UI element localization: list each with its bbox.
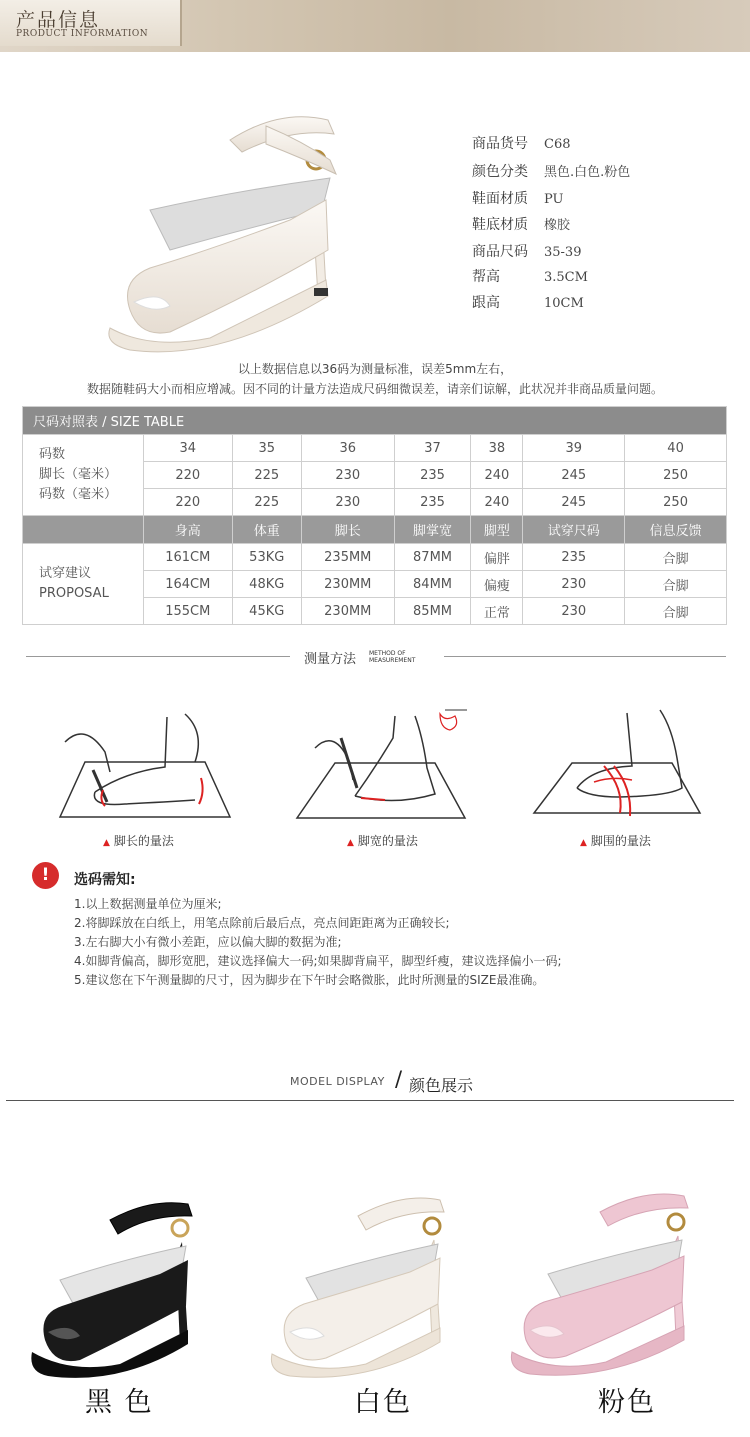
table-header: 试穿尺码	[523, 516, 625, 544]
measure-title-en-2: MEASUREMENT	[369, 657, 416, 664]
table-cell: 235	[394, 489, 471, 516]
table-cell: 87MM	[394, 544, 471, 571]
notice-item: 5.建议您在下午测量脚的尺寸，因为脚步在下午时会略微胀，此时所测量的SIZE最准确。	[74, 973, 545, 987]
color-label-black: 黑 色	[85, 1387, 154, 1418]
table-header: 脚型	[471, 516, 523, 544]
notice-item: 3.左右脚大小有微小差距，应以偏大脚的数据为准;	[74, 935, 342, 949]
size-table-caption: 尺码对照表 / SIZE TABLE	[23, 407, 727, 435]
notice-title: 选码需知:	[74, 872, 136, 888]
triangle-icon: ▲	[580, 838, 587, 848]
table-cell: 36	[301, 435, 394, 462]
table-cell: 37	[394, 435, 471, 462]
triangle-icon: ▲	[347, 838, 354, 848]
black-sandal-image	[20, 1190, 240, 1380]
table-cell: 35	[232, 435, 301, 462]
table-cell: 245	[523, 489, 625, 516]
table-cell: 230MM	[301, 598, 394, 625]
table-cell: 220	[144, 489, 233, 516]
hero-sandal-image	[90, 100, 410, 360]
notice-item: 2.将脚踩放在白纸上，用笔点除前后最后点，亮点间距距离为正确较长;	[74, 916, 450, 930]
size-table	[22, 406, 727, 625]
info-row-heel: 跟高 10CM	[472, 295, 584, 311]
note-line-2: 数据随鞋码大小而相应增减。因不同的计量方法造成尺码细微误差，请亲们谅解，此状况并非商品质量问题。	[86, 382, 663, 396]
caption-foot-width: ▲ 脚宽的量法	[347, 834, 418, 848]
size-row-labels: 码数 脚长（毫米） 码数（毫米）	[23, 435, 144, 516]
foot-width-illustration	[295, 708, 475, 823]
model-display-en: MODEL DISPLAY	[290, 1075, 385, 1088]
info-row-color: 颜色分类 黑色.白色.粉色	[472, 164, 631, 180]
table-cell: 偏瘦	[471, 571, 523, 598]
white-sandal-image	[262, 1186, 482, 1380]
info-row-sole: 鞋底材质 橡胶	[472, 217, 571, 233]
table-cell: 240	[471, 462, 523, 489]
table-cell: 245	[523, 462, 625, 489]
table-cell: 偏胖	[471, 544, 523, 571]
table-cell: 230	[301, 489, 394, 516]
page-subtitle: PRODUCT INFORMATION	[16, 29, 149, 39]
table-cell: 155CM	[144, 598, 233, 625]
table-cell: 39	[523, 435, 625, 462]
proposal-label: 试穿建议 PROPOSAL	[23, 544, 144, 625]
table-cell: 250	[625, 462, 727, 489]
info-row-upper: 鞋面材质 PU	[472, 191, 564, 207]
table-header: 信息反馈	[625, 516, 727, 544]
table-cell: 235	[523, 544, 625, 571]
caption-foot-length: ▲ 脚长的量法	[103, 834, 174, 848]
table-cell: 合脚	[625, 598, 727, 625]
table-cell: 230MM	[301, 571, 394, 598]
color-label-white: 白色	[354, 1387, 412, 1418]
model-display-slash: /	[395, 1067, 403, 1091]
pink-sandal-image	[500, 1182, 720, 1380]
table-cell: 合脚	[625, 571, 727, 598]
notice-item: 1.以上数据测量单位为厘米;	[74, 897, 222, 911]
table-cell: 40	[625, 435, 727, 462]
color-label-pink: 粉色	[598, 1387, 656, 1418]
triangle-icon: ▲	[103, 838, 110, 848]
table-cell: 230	[523, 598, 625, 625]
table-cell: 250	[625, 489, 727, 516]
foot-length-illustration	[55, 712, 235, 822]
divider-right	[444, 656, 726, 657]
table-cell: 164CM	[144, 571, 233, 598]
info-row-collar: 帮高 3.5CM	[472, 269, 588, 285]
notice-item: 4.如脚背偏高，脚形宽肥，建议选择偏大一码;如果脚背扁平，脚型纤瘦，建议选择偏小一码;	[74, 954, 562, 968]
table-cell: 48KG	[232, 571, 301, 598]
table-cell: 225	[232, 462, 301, 489]
divider-left	[26, 656, 290, 657]
table-header: 脚长	[301, 516, 394, 544]
table-cell: 84MM	[394, 571, 471, 598]
table-cell: 45KG	[232, 598, 301, 625]
info-row-item-no: 商品货号 C68	[472, 136, 571, 152]
alert-icon: !	[32, 862, 59, 889]
table-cell: 38	[471, 435, 523, 462]
table-cell: 53KG	[232, 544, 301, 571]
table-cell: 220	[144, 462, 233, 489]
table-header: 身高	[144, 516, 233, 544]
model-divider	[6, 1100, 734, 1101]
table-cell: 34	[144, 435, 233, 462]
table-cell: 230	[523, 571, 625, 598]
table-cell: 85MM	[394, 598, 471, 625]
note-line-1: 以上数据信息以36码为测量标准，误差5mm左右，	[237, 362, 513, 376]
table-cell: 235MM	[301, 544, 394, 571]
table-cell: 240	[471, 489, 523, 516]
table-header: 脚掌宽	[394, 516, 471, 544]
caption-foot-girth: ▲ 脚围的量法	[580, 834, 651, 848]
table-cell: 合脚	[625, 544, 727, 571]
table-cell: 235	[394, 462, 471, 489]
measure-title: 测量方法	[304, 652, 357, 667]
proposal-header-blank	[23, 516, 144, 544]
table-cell: 230	[301, 462, 394, 489]
table-cell: 225	[232, 489, 301, 516]
info-row-size: 商品尺码 35-39	[472, 244, 582, 260]
table-header: 体重	[232, 516, 301, 544]
measure-title-en-1: METHOD OF	[369, 650, 406, 657]
page-title: 产品信息	[16, 9, 101, 31]
table-cell: 161CM	[144, 544, 233, 571]
foot-girth-illustration	[532, 708, 702, 823]
model-display-cn: 颜色展示	[409, 1076, 474, 1095]
table-cell: 正常	[471, 598, 523, 625]
